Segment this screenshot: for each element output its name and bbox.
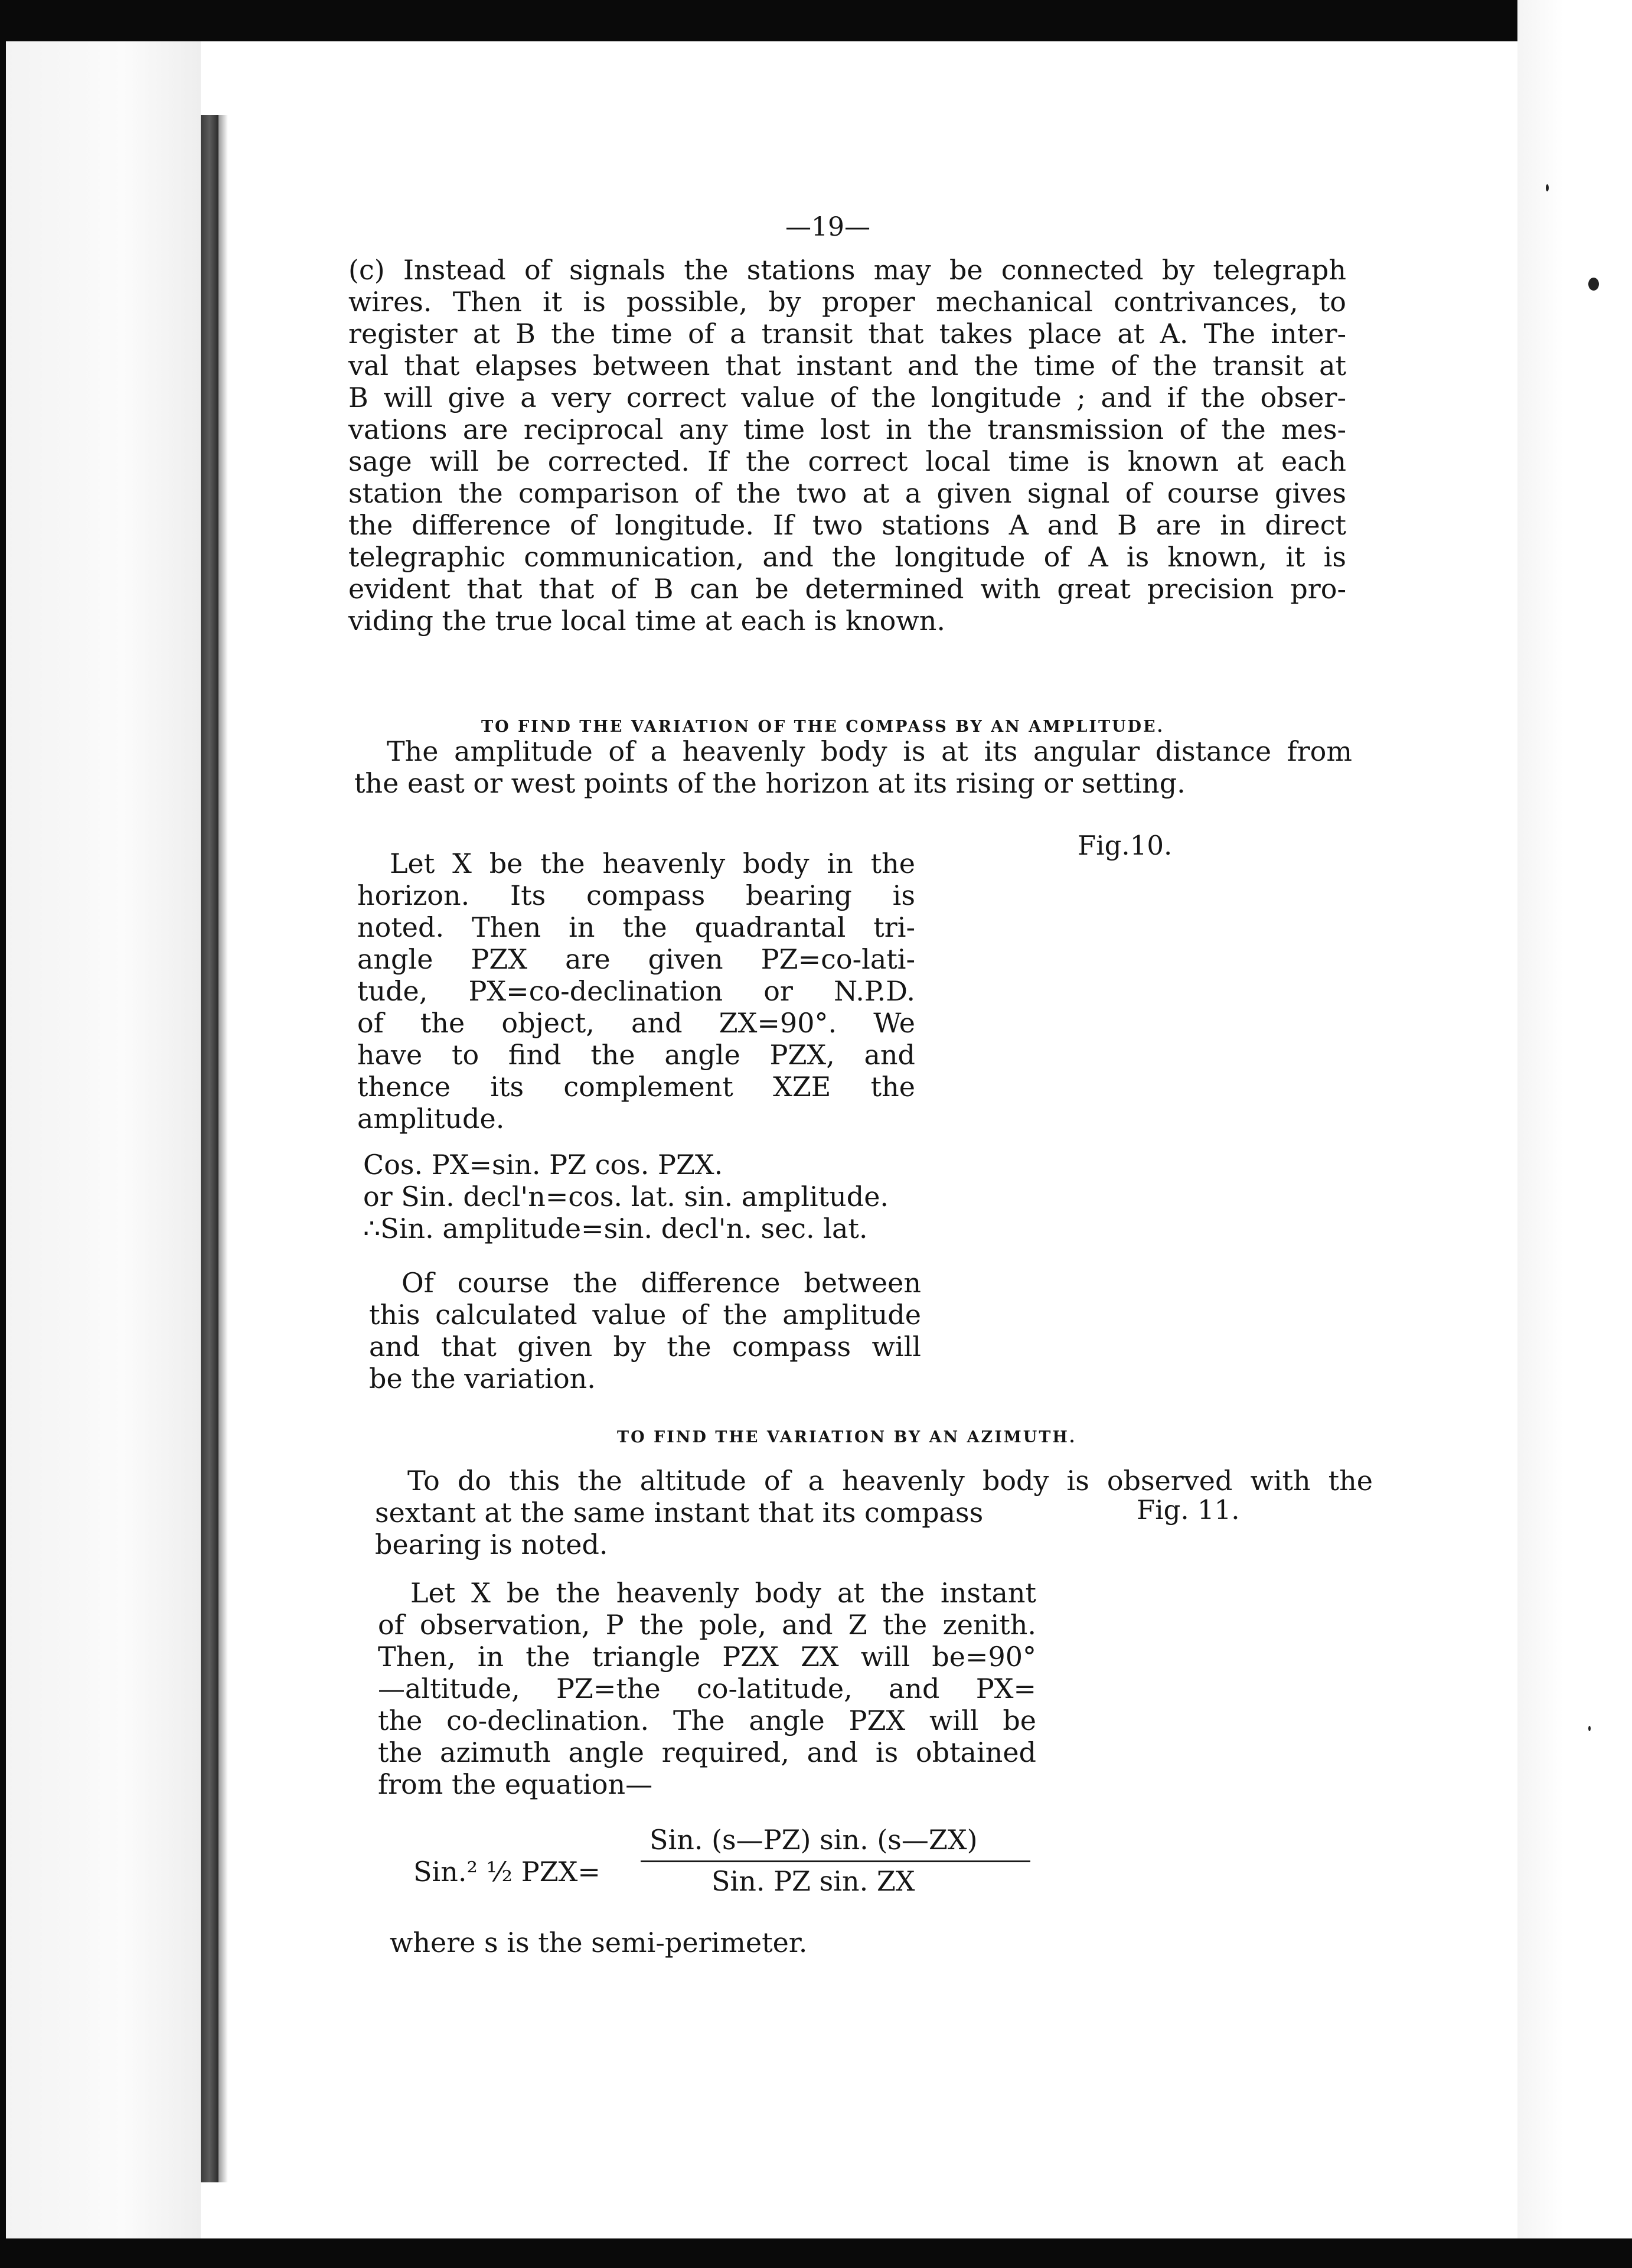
text-line: register at B the time of a transit that takes place at A. The inter- [348,318,1346,350]
text-line: evident that that of B can be determined with great precision pro- [348,573,1346,605]
facing-page-edge [6,41,201,2238]
text-line: Let X be the heavenly body at the instant [410,1577,1036,1609]
text-line: the east or west points of the horizon at its rising or setting. [354,767,1186,799]
paragraph-azimuth-method [378,1577,1036,1800]
amplitude-formulas [363,1149,930,1244]
figure-11-label: Fig. 11. [1137,1494,1240,1526]
text-line: noted. Then in the quadrantal tri- [357,911,915,943]
text-line: the difference of longitude. If two stations A and B are in direct [348,509,1346,541]
text-line: telegraphic communication, and the longitude of A is known, it is [348,541,1346,573]
text-line: the co-declination. The angle PZX will be [378,1705,1036,1736]
text-line: be the variation. [369,1363,596,1394]
spine-shadow [218,115,228,2182]
formula-line: or Sin. decl'n=cos. lat. sin. amplitude. [363,1181,889,1213]
text-line: wires. Then it is possible, by proper mechanical contrivances, to [348,286,1346,318]
text-line: Of course the difference between [402,1267,921,1299]
text-line: amplitude. [357,1103,505,1135]
text-line: thence its complement XZE the [357,1071,915,1103]
formula-line: Cos. PX=sin. PZ cos. PZX. [363,1149,723,1181]
text-line: station the comparison of the two at a given signal of course gives [348,477,1346,509]
text-line: of the object, and ZX=90°. We [357,1007,915,1039]
text-line: To do this the altitude of a heavenly body is observed with the [407,1465,1373,1497]
text-line: B will give a very correct value of the longitude ; and if the obser- [348,382,1346,413]
formula-denominator: Sin. PZ sin. ZX [711,1865,915,1897]
text-line: sage will be corrected. If the correct local time is known at each [348,445,1346,477]
text-line: from the equation— [378,1768,653,1800]
text-line: The amplitude of a heavenly body is at its angular distance from [387,735,1352,767]
text-line: tude, PX=co-declination or N.P.D. [357,975,915,1007]
text-line: have to find the angle PZX, and [357,1039,915,1071]
text-line: bearing is noted. [375,1529,608,1560]
text-line: (c) Instead of signals the stations may be connected by telegraph [348,254,1346,286]
scan-border-left [0,0,6,2268]
text-line: the azimuth angle required, and is obtained [378,1736,1036,1768]
text-line: val that elapses between that instant and the time of the transit at [348,350,1346,382]
scan-margin-right [1517,0,1632,2268]
figure-10-label: Fig.10. [1078,830,1173,861]
paragraph-amplitude-definition [354,735,1352,799]
section-heading-amplitude: TO FIND THE VARIATION OF THE COMPASS BY AN AMPLITUDE. [481,718,1165,736]
section-heading-azimuth: TO FIND THE VARIATION BY AN AZIMUTH. [617,1428,1077,1446]
text-line: viding the true local time at each is known. [348,605,945,637]
text-line: Then, in the triangle PZX ZX will be=90° [378,1641,1036,1673]
scan-speck [1546,184,1549,191]
paragraph-amplitude-method [357,848,915,1135]
scan-border-bottom [0,2238,1632,2268]
fraction-bar [641,1860,1030,1862]
closing-line: where s is the semi-perimeter. [390,1927,808,1959]
page-number: —19— [785,212,870,242]
formula-line: ∴Sin. amplitude=sin. decl'n. sec. lat. [363,1213,868,1244]
book-spine [201,115,218,2182]
text-line: horizon. Its compass bearing is [357,879,915,911]
text-line: angle PZX are given PZ=co-lati- [357,943,915,975]
text-line: and that given by the compass will [369,1331,921,1363]
text-line: this calculated value of the amplitude [369,1299,921,1331]
scan-speck [1588,278,1599,291]
scan-speck [1588,1726,1591,1731]
text-line: of observation, P the pole, and Z the zenith. [378,1609,1036,1641]
text-line: sextant at the same instant that its compass [375,1497,984,1529]
scan-border-top [0,0,1632,41]
text-line: vations are reciprocal any time lost in the transmission of the mes- [348,413,1346,445]
text-line: Let X be the heavenly body in the [390,848,915,879]
paragraph-amplitude-conclusion [369,1267,921,1394]
formula-lhs: Sin.² ½ PZX= [413,1856,600,1888]
text-line: —altitude, PZ=the co-latitude, and PX= [378,1673,1036,1705]
formula-numerator: Sin. (s—PZ) sin. (s—ZX) [649,1824,978,1856]
paragraph-telegraph [348,254,1346,637]
